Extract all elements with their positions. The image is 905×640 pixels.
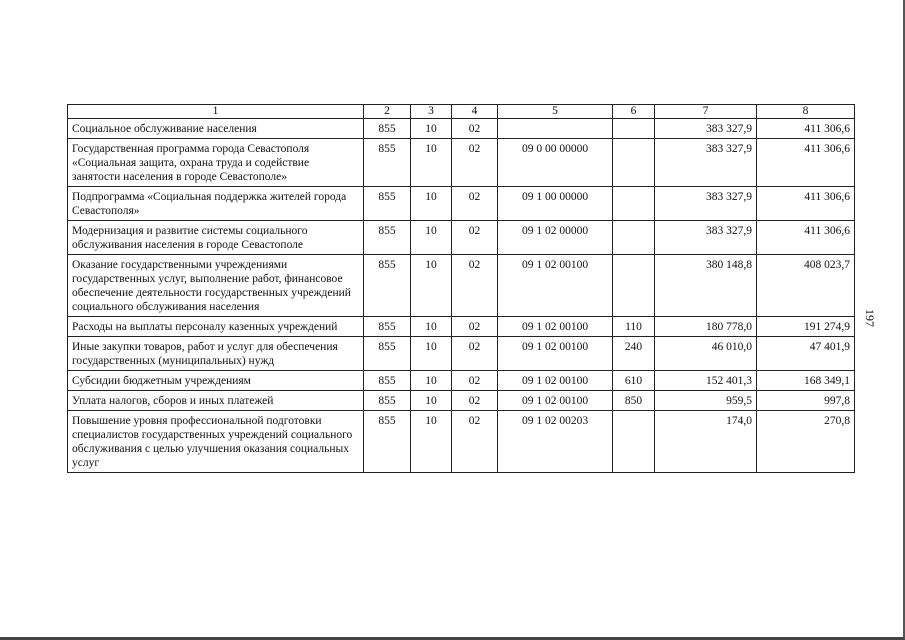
budget-table	[67, 104, 855, 473]
row-col-4: 02	[452, 139, 498, 187]
row-col-6: 110	[613, 317, 655, 337]
row-col-8: 270,8	[757, 411, 855, 473]
row-col-6	[613, 139, 655, 187]
row-name: Субсидии бюджетным учреждениям	[68, 371, 364, 391]
table-row	[68, 391, 855, 411]
row-name: Повышение уровня профессиональной подготовки специалистов государственных учреждений социального обслуживания с целью улучшения оказания социальных услуг	[68, 411, 364, 473]
row-col-8: 411 306,6	[757, 139, 855, 187]
row-col-2: 855	[364, 187, 411, 221]
row-col-4: 02	[452, 337, 498, 371]
row-col-2: 855	[364, 119, 411, 139]
row-col-4: 02	[452, 119, 498, 139]
row-col-5: 09 1 02 00100	[498, 391, 613, 411]
row-col-2: 855	[364, 317, 411, 337]
row-col-4: 02	[452, 255, 498, 317]
row-col-2: 855	[364, 371, 411, 391]
row-col-6	[613, 119, 655, 139]
row-col-7: 383 327,9	[655, 119, 757, 139]
header-col-5: 5	[498, 105, 613, 119]
row-col-8: 411 306,6	[757, 187, 855, 221]
row-col-7: 180 778,0	[655, 317, 757, 337]
row-col-3: 10	[411, 139, 452, 187]
row-col-8: 997,8	[757, 391, 855, 411]
row-col-7: 152 401,3	[655, 371, 757, 391]
row-col-6	[613, 187, 655, 221]
row-col-5: 09 0 00 00000	[498, 139, 613, 187]
row-col-7: 380 148,8	[655, 255, 757, 317]
table-row	[68, 337, 855, 371]
row-col-7: 959,5	[655, 391, 757, 411]
row-col-7: 383 327,9	[655, 221, 757, 255]
row-col-8: 47 401,9	[757, 337, 855, 371]
table-row	[68, 411, 855, 473]
row-col-3: 10	[411, 411, 452, 473]
table-row	[68, 221, 855, 255]
header-col-2: 2	[364, 105, 411, 119]
row-col-3: 10	[411, 391, 452, 411]
header-col-6: 6	[613, 105, 655, 119]
row-col-8: 411 306,6	[757, 119, 855, 139]
page-number: 197	[863, 309, 877, 327]
row-col-3: 10	[411, 187, 452, 221]
row-name: Социальное обслуживание населения	[68, 119, 364, 139]
row-col-2: 855	[364, 337, 411, 371]
row-col-7: 383 327,9	[655, 139, 757, 187]
row-col-6	[613, 221, 655, 255]
row-col-3: 10	[411, 221, 452, 255]
row-name: Расходы на выплаты персоналу казенных учреждений	[68, 317, 364, 337]
row-col-5: 09 1 02 00100	[498, 337, 613, 371]
header-col-7: 7	[655, 105, 757, 119]
row-col-2: 855	[364, 255, 411, 317]
row-col-3: 10	[411, 337, 452, 371]
row-name: Иные закупки товаров, работ и услуг для обеспечения государственных (муниципальных) нужд	[68, 337, 364, 371]
row-name: Оказание государственными учреждениями государственных услуг, выполнение работ, финансовое обеспечение деятельности государственных учреждений социального обслуживания населения	[68, 255, 364, 317]
row-col-6: 610	[613, 371, 655, 391]
row-col-2: 855	[364, 411, 411, 473]
row-name: Модернизация и развитие системы социального обслуживания населения в городе Севастополе	[68, 221, 364, 255]
row-col-8: 411 306,6	[757, 221, 855, 255]
row-name: Уплата налогов, сборов и иных платежей	[68, 391, 364, 411]
table-body	[68, 119, 855, 473]
row-col-4: 02	[452, 187, 498, 221]
row-col-3: 10	[411, 119, 452, 139]
row-col-5: 09 1 02 00000	[498, 221, 613, 255]
table-row	[68, 187, 855, 221]
header-col-1: 1	[68, 105, 364, 119]
row-name: Подпрограмма «Социальная поддержка жителей города Севастополя»	[68, 187, 364, 221]
row-col-5: 09 1 02 00100	[498, 371, 613, 391]
row-col-5: 09 1 02 00203	[498, 411, 613, 473]
row-col-4: 02	[452, 391, 498, 411]
row-col-2: 855	[364, 391, 411, 411]
header-col-8: 8	[757, 105, 855, 119]
row-col-6	[613, 411, 655, 473]
row-col-8: 168 349,1	[757, 371, 855, 391]
row-col-6: 850	[613, 391, 655, 411]
row-col-5: 09 1 00 00000	[498, 187, 613, 221]
table-row	[68, 371, 855, 391]
row-col-6: 240	[613, 337, 655, 371]
row-col-3: 10	[411, 371, 452, 391]
row-name: Государственная программа города Севастополя «Социальная защита, охрана труда и содействие занятости населения в городе Севастополе»	[68, 139, 364, 187]
table-row	[68, 119, 855, 139]
row-col-4: 02	[452, 221, 498, 255]
row-col-7: 174,0	[655, 411, 757, 473]
header-col-3: 3	[411, 105, 452, 119]
table-row	[68, 139, 855, 187]
header-col-4: 4	[452, 105, 498, 119]
row-col-6	[613, 255, 655, 317]
row-col-7: 383 327,9	[655, 187, 757, 221]
row-col-8: 408 023,7	[757, 255, 855, 317]
row-col-3: 10	[411, 255, 452, 317]
table-header-row	[68, 105, 855, 119]
row-col-4: 02	[452, 371, 498, 391]
row-col-5: 09 1 02 00100	[498, 317, 613, 337]
row-col-7: 46 010,0	[655, 337, 757, 371]
row-col-3: 10	[411, 317, 452, 337]
table-row	[68, 255, 855, 317]
table-row	[68, 317, 855, 337]
row-col-8: 191 274,9	[757, 317, 855, 337]
row-col-4: 02	[452, 317, 498, 337]
row-col-5: 09 1 02 00100	[498, 255, 613, 317]
row-col-4: 02	[452, 411, 498, 473]
row-col-2: 855	[364, 221, 411, 255]
row-col-2: 855	[364, 139, 411, 187]
row-col-5	[498, 119, 613, 139]
